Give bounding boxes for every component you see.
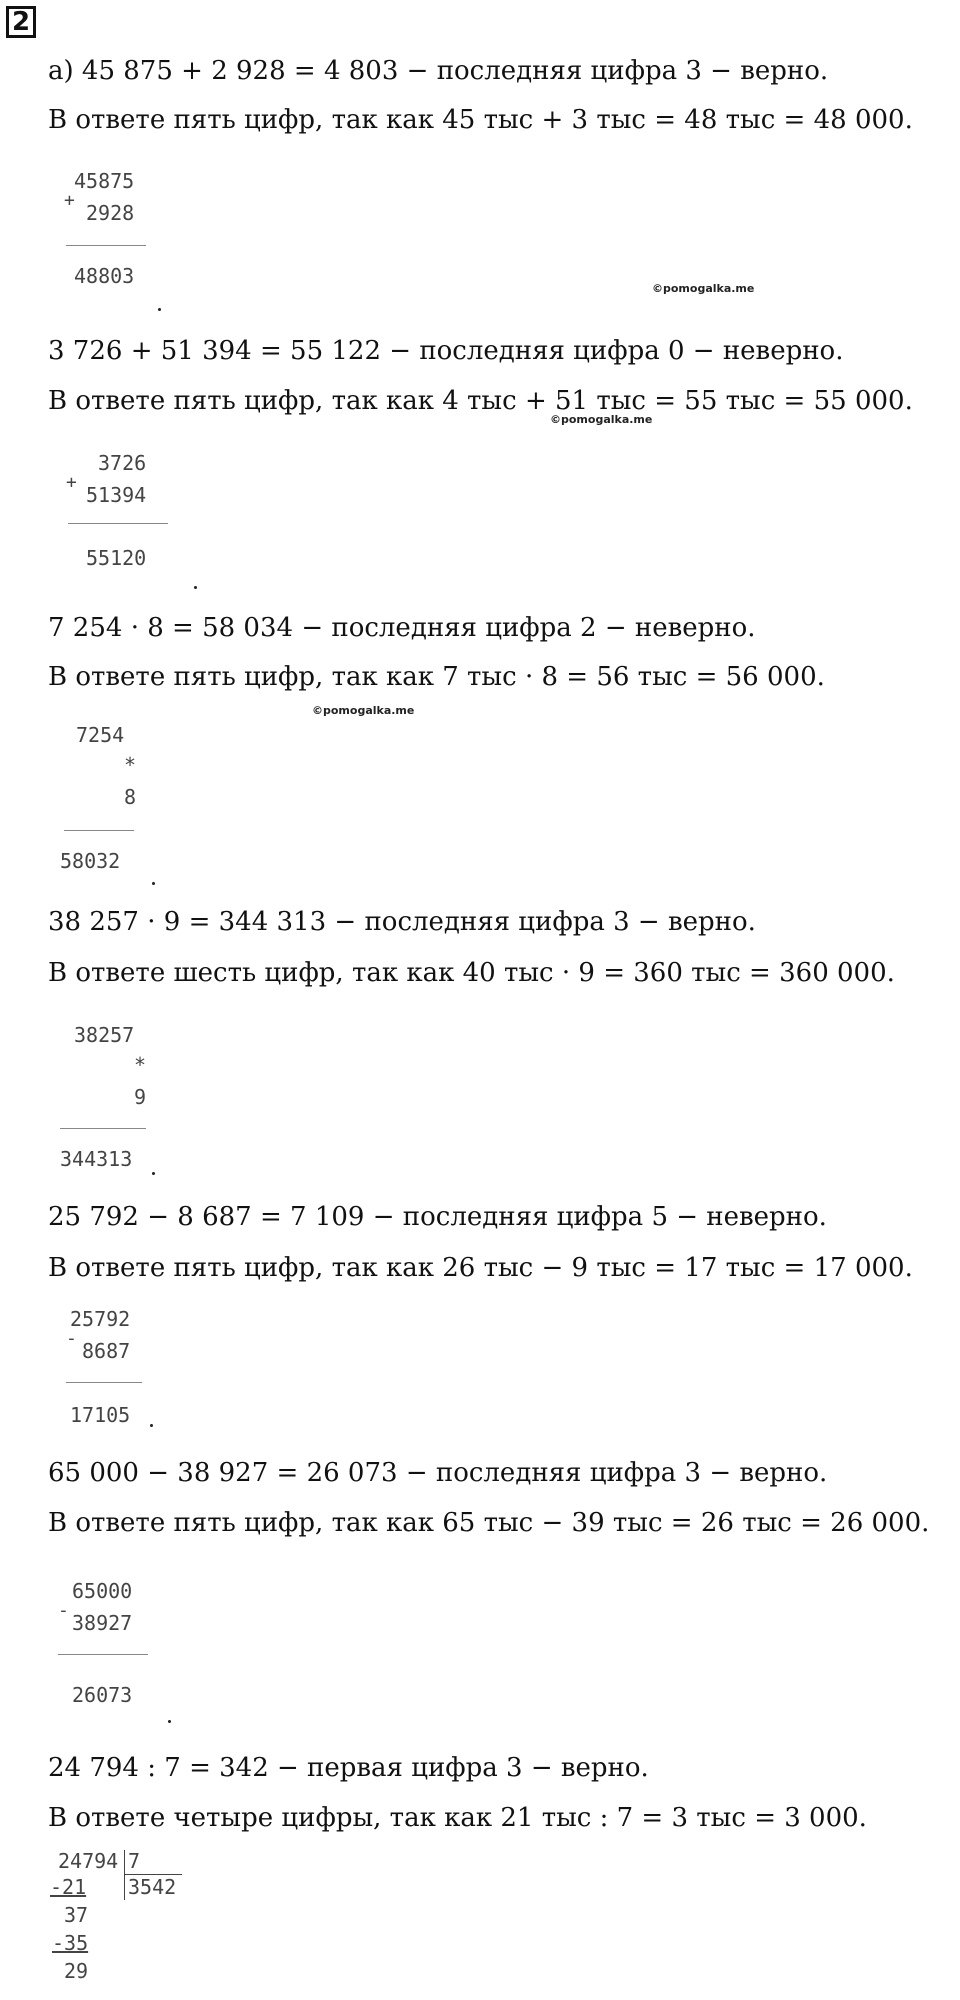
example-3-reason: В ответе пять цифр, так как 7 тыс · 8 = 56 тыс = 56 000.	[48, 662, 825, 692]
column-result: 48803	[74, 264, 135, 288]
example-1-column-calc	[60, 169, 135, 338]
watermark: ©pomogalka.me	[652, 282, 755, 295]
column-result: 58032	[60, 849, 121, 873]
division-quotient: 3542	[128, 1875, 177, 1899]
example-7-equation: 24 794 : 7 = 342 − первая цифра 3 − верно.	[48, 1753, 649, 1783]
column-operand-1: 25792	[70, 1307, 131, 1331]
column-operand-2: 9	[134, 1085, 147, 1109]
period-dot	[168, 1720, 171, 1723]
division-step-1: -21	[50, 1875, 87, 1899]
example-5-column-calc	[66, 1307, 131, 1476]
example-7-long-division	[50, 1849, 177, 2000]
multiply-sign: *	[124, 753, 137, 777]
column-operand-2: 8	[124, 785, 137, 809]
example-5-reason: В ответе пять цифр, так как 26 тыс − 9 тыс = 17 тыс = 17 000.	[48, 1253, 913, 1283]
example-2-reason: В ответе пять цифр, так как 4 тыс + 51 тыс = 55 тыс = 55 000.	[48, 386, 913, 416]
column-operand-2: 38927	[72, 1611, 133, 1635]
column-operand-2: 51394	[86, 483, 147, 507]
example-4-column-calc	[60, 1023, 147, 1192]
column-rule	[60, 1128, 146, 1129]
column-operand-1: 65000	[72, 1579, 133, 1603]
division-dividend: 24794	[58, 1849, 119, 1873]
watermark: ©pomogalka.me	[550, 413, 653, 426]
column-operand-2: 2928	[86, 201, 135, 225]
division-vertical-bar	[124, 1850, 125, 1900]
example-3-equation: 7 254 · 8 = 58 034 − последняя цифра 2 − неверно.	[48, 613, 756, 643]
column-result: 344313	[60, 1147, 133, 1171]
example-1-reason: В ответе пять цифр, так как 45 тыс + 3 тыс = 48 тыс = 48 000.	[48, 105, 913, 135]
plus-sign: +	[66, 472, 77, 493]
column-operand-1: 38257	[74, 1023, 135, 1047]
watermark: ©pomogalka.me	[312, 704, 415, 717]
division-step-2: 37	[64, 1903, 89, 1927]
period-dot	[158, 308, 161, 311]
example-4-equation: 38 257 · 9 = 344 313 − последняя цифра 3 − верно.	[48, 907, 756, 937]
example-2-column-calc	[62, 451, 147, 620]
minus-sign: -	[66, 1328, 77, 1349]
column-operand-1: 45875	[74, 169, 135, 193]
column-rule	[64, 830, 134, 831]
example-4-reason: В ответе шесть цифр, так как 40 тыс · 9 = 360 тыс = 360 000.	[48, 958, 895, 988]
column-rule	[66, 1382, 142, 1383]
example-2-equation: 3 726 + 51 394 = 55 122 − последняя цифра 0 − неверно.	[48, 336, 844, 366]
column-result: 26073	[72, 1683, 133, 1707]
plus-sign: +	[64, 190, 75, 211]
period-dot	[194, 586, 197, 589]
column-result: 17105	[70, 1403, 131, 1427]
column-rule	[58, 1654, 148, 1655]
multiply-sign: *	[134, 1053, 147, 1077]
example-1-equation: а) 45 875 + 2 928 = 4 803 − последняя цифра 3 − верно.	[48, 56, 829, 86]
column-operand-2: 8687	[82, 1339, 131, 1363]
example-5-equation: 25 792 − 8 687 = 7 109 − последняя цифра 5 − неверно.	[48, 1202, 827, 1232]
period-dot	[150, 1424, 153, 1427]
example-3-column-calc	[60, 723, 137, 892]
example-6-column-calc	[58, 1579, 133, 1748]
column-rule	[68, 523, 168, 524]
period-dot	[152, 882, 155, 885]
period-dot	[152, 1172, 155, 1175]
column-result: 55120	[86, 546, 147, 570]
column-operand-1: 7254	[76, 723, 125, 747]
column-rule	[66, 245, 146, 246]
task-number-badge: 2	[6, 6, 36, 38]
minus-sign: -	[58, 1600, 69, 1621]
division-step-3: -35	[52, 1931, 89, 1955]
example-6-equation: 65 000 − 38 927 = 26 073 − последняя цифра 3 − верно.	[48, 1458, 828, 1488]
example-6-reason: В ответе пять цифр, так как 65 тыс − 39 тыс = 26 тыс = 26 000.	[48, 1508, 930, 1538]
division-step-4: 29	[64, 1959, 89, 1983]
column-operand-1: 3726	[98, 451, 147, 475]
example-7-reason: В ответе четыре цифры, так как 21 тыс : 7 = 3 тыс = 3 000.	[48, 1803, 867, 1833]
division-divisor: 7	[128, 1849, 141, 1873]
